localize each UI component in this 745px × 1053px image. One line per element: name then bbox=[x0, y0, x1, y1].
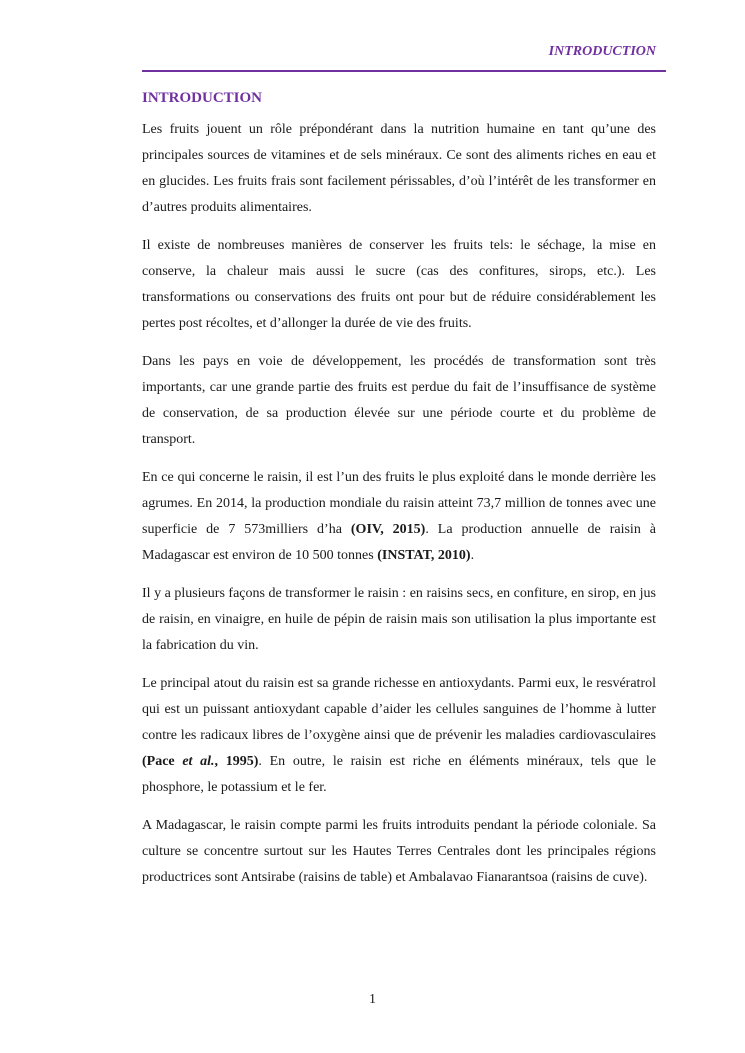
citation-text: (OIV, 2015) bbox=[350, 522, 426, 537]
body-paragraph bbox=[142, 349, 656, 453]
citation-text: et al. bbox=[182, 754, 215, 769]
citation-text: (Pace bbox=[142, 754, 183, 769]
paragraph-text: Dans les pays en voie de développement, les procédés de transformation sont très importants, car une grande partie des fruits est perdue du fait de l’insuffisance de système de conservation, de sa production élevée sur une période courte et du problème de transport. bbox=[142, 354, 656, 447]
body-paragraph bbox=[142, 813, 656, 891]
paragraph-list bbox=[142, 117, 656, 891]
paragraph-text: Les fruits jouent un rôle prépondérant dans la nutrition humaine en tant qu’une des principales sources de vitamines et de sels minéraux. Ce sont des aliments riches en eau et en glucides. Les fruits frais sont facilement périssables, d’où l’intérêt de les transformer en d’autres produits alimentaires. bbox=[142, 122, 656, 215]
citation-text: (INSTAT, 2010) bbox=[377, 548, 471, 563]
paragraph-text: A Madagascar, le raisin compte parmi les fruits introduits pendant la période coloniale. Sa culture se concentre surtout sur les Hautes Terres Centrales dont les principales régions productrices sont Antsirabe (raisins de table) et Ambalavao Fianarantsoa (raisins de cuve). bbox=[142, 818, 656, 885]
body-paragraph bbox=[142, 117, 656, 221]
page-body bbox=[142, 88, 656, 903]
page-number: 1 bbox=[369, 992, 376, 1007]
section-title: INTRODUCTION bbox=[142, 90, 263, 106]
body-paragraph bbox=[142, 671, 656, 801]
header-rule bbox=[142, 70, 666, 72]
citation-text: , 1995) bbox=[214, 754, 259, 769]
paragraph-text: Il y a plusieurs façons de transformer le raisin : en raisins secs, en confiture, en sirop, en jus de raisin, en vinaigre, en huile de pépin de raisin mais son utilisation la plus importante est la fabrication du vin. bbox=[142, 586, 656, 653]
running-header-title: INTRODUCTION bbox=[548, 44, 656, 59]
paragraph-text: . bbox=[470, 548, 475, 563]
paragraph-text: Il existe de nombreuses manières de conserver les fruits tels: le séchage, la mise en conserve, la chaleur mais aussi le sucre (cas des confitures, sirops, etc.). Les transformations ou conservations des fruits ont pour but de réduire considérablement les pertes post récoltes, et d’allonger la durée de vie des fruits. bbox=[142, 238, 656, 331]
body-paragraph bbox=[142, 465, 656, 569]
body-paragraph bbox=[142, 581, 656, 659]
paragraph-text: Le principal atout du raisin est sa grande richesse en antioxydants. Parmi eux, le resvératrol qui est un puissant antioxydant capable d’aider les cellules sanguines de l’homme à lutter contre les radicaux libres de l’oxygène ainsi que de prévenir les maladies cardiovasculaires bbox=[142, 676, 656, 743]
paragraph-text: En ce qui concerne le raisin, il est l’un des fruits le plus exploité dans le monde derrière les agrumes. En 2014, la production mondiale du raisin atteint 73,7 million de tonnes avec une superficie de 7 573milliers d’ha bbox=[142, 470, 656, 537]
paragraph-text: . En outre, le raisin est riche en éléments minéraux, tels que le phosphore, le potassium et le fer. bbox=[142, 754, 656, 795]
paragraph-text: . La production annuelle de raisin à Madagascar est environ de 10 500 tonnes bbox=[142, 522, 656, 563]
body-paragraph bbox=[142, 233, 656, 337]
